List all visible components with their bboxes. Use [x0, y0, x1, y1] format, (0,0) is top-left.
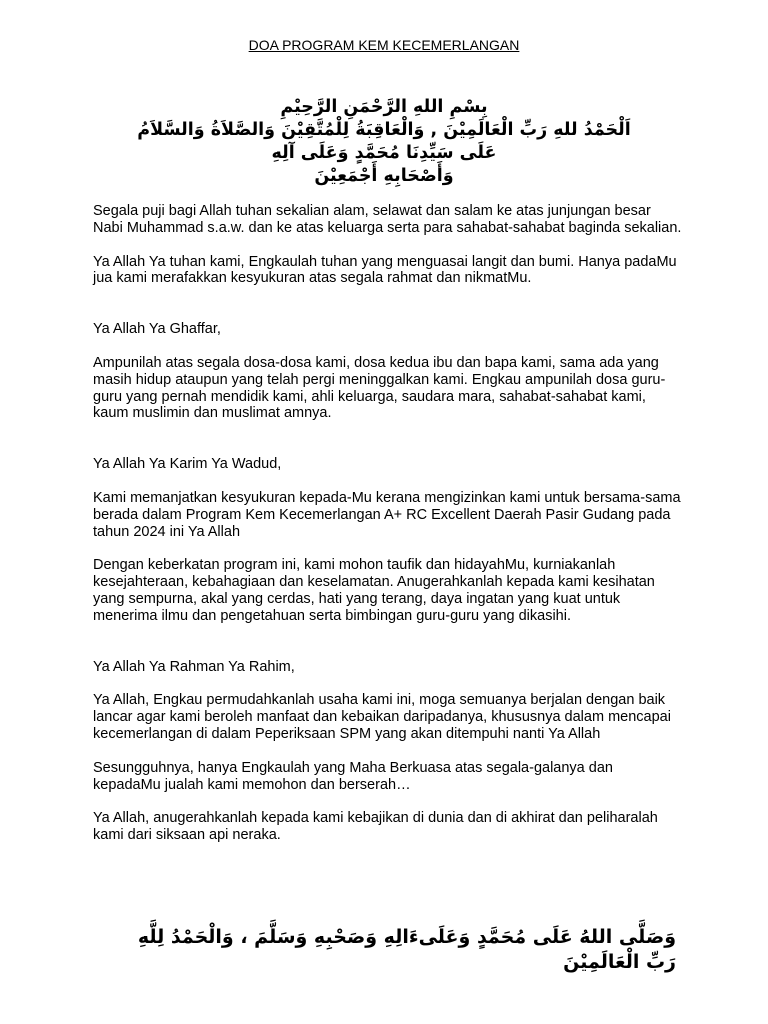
paragraph-forgiveness: Ampunilah atas segala dosa-dosa kami, dosa kedua ibu dan bapa kami, sama ada yang masih hidup ataupun yang telah pergi meninggalkan kami. Engkau ampunilah dosa guru-guru yang pernah mendidik kami, ahli keluarga, saudara mara, sahabat-sahabat kami, kaum muslimin dan muslimat amnya.	[93, 354, 666, 422]
arabic-closing-line: رَبِّ الْعَالَمِيْنَ	[563, 951, 676, 973]
paragraph-surrender: Sesungguhnya, hanya Engkaulah yang Maha Berkuasa atas segala-galanya dan kepadaMu jualah kami memohon dan berserah…	[93, 759, 613, 793]
paragraph-program: Kami memanjatkan kesyukuran kepada-Mu kerana mengizinkan kami untuk bersama-sama berada dalam Program Kem Kecemerlangan A+ RC Excellent Daerah Pasir Gudang pada tahun 2024 ini Ya Allah	[93, 489, 681, 540]
document-body	[93, 203, 683, 844]
arabic-closing-line: وَصَلَّى اللهُ عَلَى مُحَمَّدٍ وَعَلَىءَالِهِ وَصَحْبِهِ وَسَلَّمَ ، وَالْحَمْدُ لِلَّهِ	[137, 926, 676, 948]
paragraph-praise: Segala puji bagi Allah tuhan sekalian alam, selawat dan salam ke atas junjungan besar Nabi Muhammad s.a.w. dan ke atas keluarga serta para sahabat-sahabat baginda sekalian.	[93, 203, 682, 236]
arabic-opening	[84, 96, 684, 188]
heading-rahman-rahim: Ya Allah Ya Rahman Ya Rahim,	[93, 658, 295, 675]
arabic-closing	[94, 925, 676, 975]
arabic-opening-line: بِسْمِ اللهِ الرَّحْمَنِ الرَّحِيْمِ	[280, 97, 488, 117]
arabic-opening-line: وَأَصْحَابِهِ أَجْمَعِيْنَ	[314, 166, 454, 186]
paragraph-gratitude: Ya Allah Ya tuhan kami, Engkaulah tuhan yang menguasai langit dan bumi. Hanya padaMu jua kami merafakkan kesyukuran atas segala rahmat dan nikmatMu.	[93, 253, 677, 287]
heading-karim-wadud: Ya Allah Ya Karim Ya Wadud,	[93, 456, 282, 473]
paragraph-blessing: Dengan keberkatan program ini, kami mohon taufik dan hidayahMu, kurniakanlah kesejahteraan, kebahagiaan dan keselamatan. Anugerahkanlah kepada kami kesihatan yang sempurna, akal yang cerdas, hati yang terang, daya ingatan yang kuat untuk menerima ilmu dan pengetahuan serta bimbingan guru-guru yang dikasihi.	[93, 557, 655, 624]
arabic-opening-line: اَلْحَمْدُ للهِ رَبِّ الْعَالَمِيْنَ , وَالْعَاقِبَةُ لِلْمُتَّقِيْنَ وَالصَّلاَةُ وَالسَّلاَمُ	[137, 120, 631, 140]
arabic-opening-line: عَلَى سَيِّدِنَا مُحَمَّدٍ وَعَلَى آلِهِ	[271, 143, 497, 163]
document-title: DOA PROGRAM KEM KECEMERLANGAN	[248, 37, 520, 53]
heading-ghaffar: Ya Allah Ya Ghaffar,	[93, 321, 221, 338]
paragraph-protection: Ya Allah, anugerahkanlah kepada kami kebajikan di dunia dan di akhirat dan peliharalah kami dari siksaan api neraka.	[93, 810, 658, 844]
paragraph-spm: Ya Allah, Engkau permudahkanlah usaha kami ini, moga semuanya berjalan dengan baik lancar agar kami beroleh manfaat dan kebaikan daripadanya, khususnya dalam mencapai kecemerlangan di dalam Peperiksaan SPM yang akan ditempuhi nanti Ya Allah	[93, 692, 671, 742]
